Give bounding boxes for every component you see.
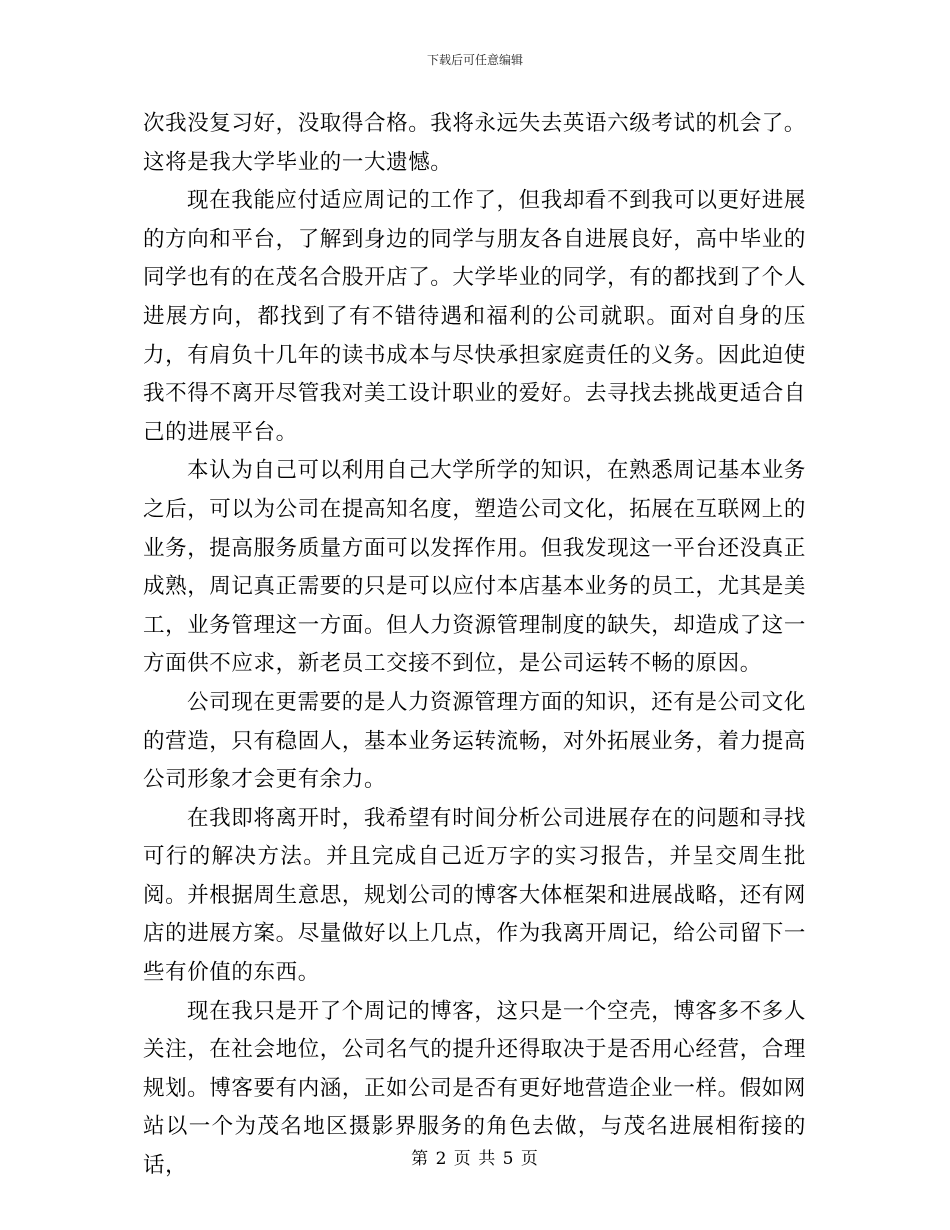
paragraph: 现在我能应付适应周记的工作了，但我却看不到我可以更好进展的方向和平台，了解到身边的同学与朋友各自进展良好，高中毕业的同学也有的在茂名合股开店了。大学毕业的同学，有的都找到了个人进展方向，都找到了有不错待遇和福利的公司就职。面对自身的压力，有肩负十几年的读书成本与尽快承担家庭责任的义务。因此迫使我不得不离开尽管我对美工设计职业的爱好。去寻找去挑战更适合自己的进展平台。: [143, 188, 807, 445]
page-header: 下载后可任意编辑: [426, 53, 523, 67]
paragraph: 本认为自己可以利用自己大学所学的知识，在熟悉周记基本业务之后，可以为公司在提高知名度，塑造公司文化，拓展在互联网上的业务，提高服务质量方面可以发挥作用。但我发现这一平台还没真正成熟，周记真正需要的只是可以应付本店基本业务的员工，尤其是美工，业务管理这一方面。但人力资源管理制度的缺失，却造成了这一方面供不应求，新老员工交接不到位，是公司运转不畅的原因。: [143, 458, 807, 677]
paragraph: 公司现在更需要的是人力资源管理方面的知识，还有是公司文化的营造，只有稳固人，基本业务运转流畅，对外拓展业务，着力提高公司形象才会更有余力。: [143, 689, 807, 793]
paragraph: 在我即将离开时，我希望有时间分析公司进展存在的问题和寻找可行的解决方法。并且完成自己近万字的实习报告，并呈交周生批阅。并根据周生意思，规划公司的博客大体框架和进展战略，还有网店的进展方案。尽量做好以上几点，作为我离开周记，给公司留下一些有价值的东西。: [143, 805, 807, 986]
paragraph-continuation: 次我没复习好，没取得合格。我将永远失去英语六级考试的机会了。这将是我大学毕业的一大遗憾。: [143, 111, 807, 175]
paragraph: 现在我只是开了个周记的博客，这只是一个空壳，博客多不多人关注，在社会地位，公司名气的提升还得取决于是否用心经营，合理规划。博客要有内涵，正如公司是否有更好地营造企业一样。假如网站以一个为茂名地区摄影界服务的角色去做，与茂名进展相衔接的话，: [143, 998, 807, 1179]
page-number: 第 2 页 共 5 页: [411, 1149, 539, 1169]
document-body: [143, 105, 806, 1186]
